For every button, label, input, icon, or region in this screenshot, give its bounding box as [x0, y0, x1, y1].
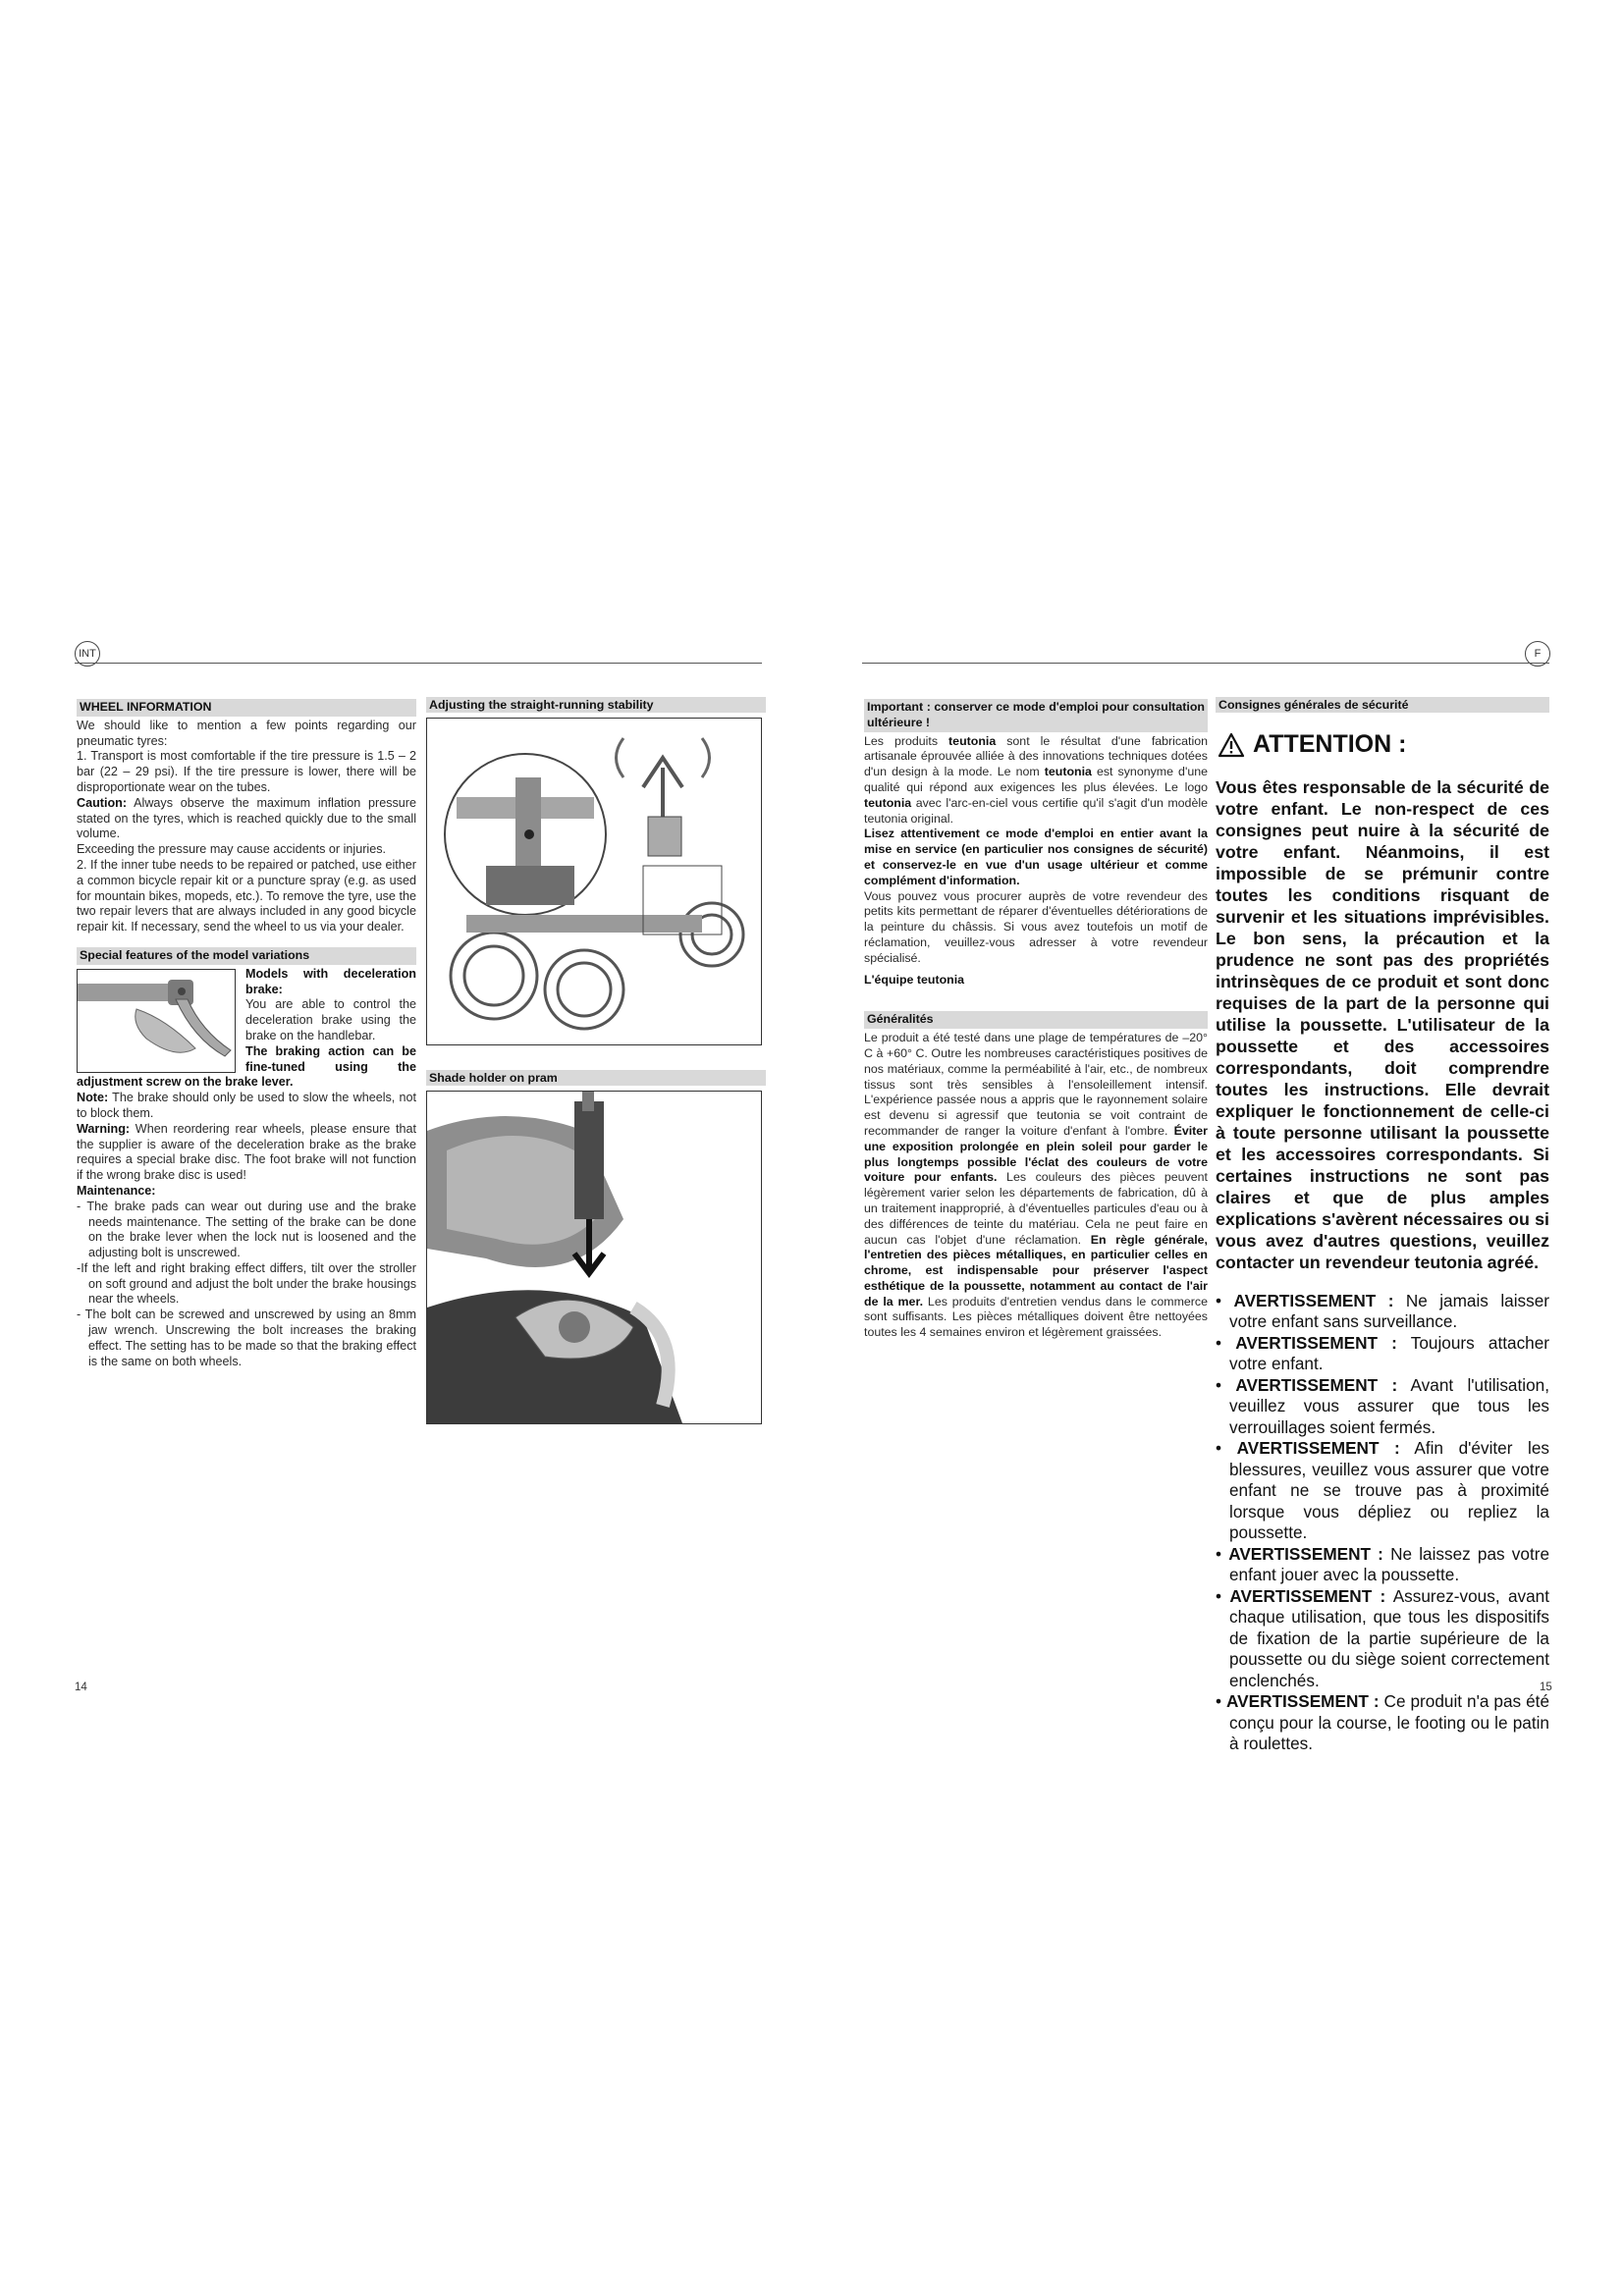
brand-name: teutonia [1044, 765, 1092, 779]
special-features-heading: Special features of the model variations [77, 947, 416, 965]
caution-text: Always observe the maximum inflation pressure stated on the tyres, which is reached quickly due to the small volume. [77, 795, 416, 841]
imp-text-d: avec l'arc-en-ciel vous certifie qu'il s'agit d'un modèle teutonia original. [864, 795, 1208, 826]
exceeding-pressure-text: Exceeding the pressure may cause accidents or injuries. [77, 842, 387, 857]
warning-item [1216, 1333, 1549, 1375]
attention-label: ATTENTION : [1253, 730, 1407, 758]
wheel-information-heading: WHEEL INFORMATION [77, 699, 416, 717]
repair-kits-text: Vous pouvez vous procurer auprès de votre revendeur des petits kits permettant de réparer d'éventuelles détériorations de la peinture du châssis. Si vous avez toutefois un motif de réclamation, veuillez-vous adresser à votre revendeur spécialisé. [864, 888, 1208, 965]
bullet-icon: • [1216, 1438, 1237, 1459]
brake-lever-illustration [78, 970, 235, 1072]
warning-item [1216, 1691, 1549, 1755]
gen-text-3: Les produits d'entretien vendus dans le commerce sont suffisants. Les pièces métalliques doivent être nettoyées toutes les 4 semaines environ et légèrement graissées. [864, 1294, 1209, 1340]
shade-holder-figure [426, 1091, 762, 1424]
warning-item-label: AVERTISSEMENT : [1228, 1543, 1383, 1564]
warning-item [1216, 1438, 1549, 1544]
brake-lever-figure [77, 969, 236, 1073]
equipe-signature: L'équipe teutonia [864, 972, 965, 987]
models-deceleration-text: You are able to control the deceleration brake using the brake on the handlebar. [245, 997, 416, 1042]
right-page-number: 15 [1540, 1682, 1552, 1693]
warning-item-text: Afin d'éviter les blessures, veuillez vous assurer que votre enfant ne se trouve pas à proximité lorsque vous dépliez ou repliez la poussette. [1229, 1438, 1549, 1543]
warning-item [1216, 1544, 1549, 1586]
warning-item-text: Avant l'utilisation, veuillez vous assurer que tous les verrouillages soient fermés. [1229, 1374, 1549, 1437]
left-header-rule [75, 663, 762, 664]
warning-item-text: Ne jamais laisser votre enfant sans surveillance. [1229, 1290, 1549, 1332]
imp-text-c: est synonyme d'une qualité qui répond aux exigences les plus élevées. Le logo [864, 765, 1208, 794]
caution-label: Caution: [77, 795, 128, 810]
page-language-badge-f: F [1525, 641, 1550, 667]
maintenance-label: Maintenance: [77, 1183, 156, 1198]
shade-holder-illustration [427, 1092, 761, 1423]
note-text: The brake should only be used to slow the wheels, not to block them. [77, 1091, 416, 1120]
left-page-number: 14 [75, 1682, 87, 1693]
safety-column [1216, 697, 1549, 1755]
warning-item-text: Ne laissez pas votre enfant jouer avec la poussette. [1229, 1543, 1550, 1585]
warning-item [1216, 1375, 1549, 1439]
warning-paragraph [77, 1122, 416, 1184]
bullet-icon: • [1216, 1374, 1236, 1395]
warning-item [1216, 1291, 1549, 1333]
bullet-icon: • [1216, 1585, 1230, 1606]
safety-responsibility-text: Vous êtes responsable de la sécurité de votre enfant. Le non-respect de ces consignes peut nuire à la sécurité de votre enfant. Néanmoins, il est impossible de se prémunir contre toutes les conditions risquant de survenir et les situations imprévisibles. Le bon sens, la précaution et la prudence ne sont pas des propriétés intrinsèques de ce produit et sont donc requises de la part de la personne qui utilise la poussette. L'utilisateur de la poussette et des accessoires correspondants, doit comprendre toutes les instructions. Elle devrait expliquer le fonctionnement de celle-ci à toute personne utilisant la poussette et les accessoires correspondants. Si certaines instructions ne sont pas claires et que de plus amples explications s'avèrent nécessaires ou si vous avez d'autres questions, veuillez contacter un revendeur teutonia agréé. [1216, 776, 1549, 1272]
gen-bold-2: En règle générale, l'entretien des pièces métalliques, en particulier celles en chrome, est indispensable pour préserver l'aspect esthétique de la poussette, notamment au contact de l'air de la mer. [864, 1232, 1208, 1308]
maintenance-item-1: - The brake pads can wear out during use and the brake needs maintenance. The setting of the brake can be done on the brake lever when the lock nut is loosened and the adjusting bolt is unscrewed. [77, 1199, 416, 1260]
bullet-icon: • [1216, 1332, 1236, 1353]
brand-name: teutonia [864, 795, 912, 810]
warning-item-text: Toujours attacher votre enfant. [1229, 1332, 1550, 1374]
warning-item [1216, 1586, 1549, 1692]
bullet-icon: • [1216, 1543, 1229, 1564]
adjusting-stability-heading: Adjusting the straight-running stability [426, 697, 766, 713]
important-heading: Important : conserver ce mode d'emploi pour consultation ultérieure ! [864, 699, 1208, 732]
warning-label: Warning: [77, 1121, 131, 1136]
generalites-paragraph [864, 1031, 1208, 1341]
models-deceleration-heading: Models with deceleration brake: [245, 966, 416, 996]
page-language-badge-int: INT [75, 641, 100, 667]
maintenance-item-3: - The bolt can be screwed and unscrewed by using an 8mm jaw wrench. Unscrewing the bolt increases the braking effect. The setting has to be made so that the braking effect is the same on both wheels. [77, 1308, 416, 1368]
warning-item-text: Assurez-vous, avant chaque utilisation, que tous les dispositifs de fixation de la partie supérieure de la poussette ou du siège soient correctement enclenchés. [1229, 1585, 1549, 1690]
gen-text-1: Le produit a été testé dans une plage de températures de –20° C à +60° C. Outre les nombreuses caractéristiques positives de nos matériaux, comme la perméabilité à l'air, etc., de nombreux tissus sont très sensibles à l'ensoleillement intensif. L'expérience passée nous a appris que le rayonnement solaire est devenu si agressif que teutonia se voit contraint de recommander de ranger la voiture d'enfant à l'ombre. [864, 1031, 1208, 1138]
brand-name: teutonia [948, 733, 997, 748]
important-paragraph [864, 734, 1208, 828]
note-paragraph [77, 1091, 416, 1122]
note-label: Note: [77, 1091, 109, 1105]
warning-item-text: Ce produit n'a pas été conçu pour la course, le footing ou le patin à roulettes. [1229, 1691, 1550, 1754]
attention-title [1218, 730, 1549, 759]
inner-tube-text: 2. If the inner tube needs to be repaired or patched, use either a common bicycle repair kit or a puncture spray (e.g. as used for mountain bikes, mopeds, etc.). To remove the tyre, use the two repair levers that are always included in any good bicycle repair kit. If necessary, send the wheel to us via your dealer. [77, 857, 416, 934]
consignes-heading: Consignes générales de sécurité [1216, 697, 1549, 713]
shade-holder-heading: Shade holder on pram [426, 1070, 766, 1086]
wheel-pressure-text: 1. Transport is most comfortable if the tire pressure is 1.5 – 2 bar (22 – 29 psi). If the tire pressure is lower, there will be disproportionate wear on the tubes. [77, 749, 416, 794]
warning-triangle-icon [1218, 732, 1245, 758]
maintenance-item-2: -If the left and right braking effect differs, tilt over the stroller on soft ground and adjust the bolt under the brake housings near the wheels. [77, 1260, 416, 1307]
fine-tuned-text: The braking action can be fine-tuned using the adjustment screw on the brake lever. [77, 1043, 416, 1090]
warning-item-label: AVERTISSEMENT : [1235, 1332, 1397, 1353]
bullet-icon: • [1216, 1691, 1227, 1712]
bullet-icon: • [1216, 1290, 1234, 1310]
warning-item-label: AVERTISSEMENT : [1236, 1438, 1400, 1459]
gen-bold-1: Éviter une exposition prolongée en plein soleil pour garder le plus longtemps possible l'éclat des couleurs de votre voiture pour enfants. [864, 1123, 1208, 1185]
right-header-rule [862, 663, 1549, 664]
caution-paragraph [77, 796, 416, 842]
warning-text: When reordering rear wheels, please ensure that the supplier is aware of the deceleration brake as the brake requires a special brake disc. The foot brake will not function if the wrong brake disc is used! [77, 1121, 416, 1183]
warning-item-label: AVERTISSEMENT : [1226, 1691, 1380, 1712]
warning-item-label: AVERTISSEMENT : [1229, 1585, 1386, 1606]
warning-item-label: AVERTISSEMENT : [1235, 1374, 1398, 1395]
right-text-column [864, 699, 1208, 1341]
generalites-heading: Généralités [864, 1011, 1208, 1029]
imp-text-b: sont le résultat d'une fabrication artisanale éprouvée alliée à des innovations techniques dotées d'un design à la mode. Le nom [864, 733, 1208, 779]
warnings-list [1216, 1291, 1549, 1755]
models-block [77, 967, 416, 1091]
gen-text-2: Les couleurs des pièces peuvent légèrement varier selon les départements de fabrication, dû à un traitement inapproprié, à d'éventuelles particules d'eau ou à des différences de teinte du matériau. Cela ne peut faire en aucun cas l'objet d'une réclamation. [864, 1170, 1208, 1247]
stability-figure [426, 718, 762, 1045]
stroller-wheel-illustration [427, 719, 761, 1044]
imp-text-a: Les produits [864, 733, 949, 748]
warning-item-label: AVERTISSEMENT : [1233, 1290, 1394, 1310]
left-text-column [77, 699, 416, 1369]
wheel-intro: We should like to mention a few points regarding our pneumatic tyres: [77, 718, 416, 748]
read-instructions-text: Lisez attentivement ce mode d'emploi en entier avant la mise en service (en particulier nos consignes de sécurité) et conservez-le en vue d'un usage ultérieur et comme complément d'information. [864, 827, 1208, 887]
